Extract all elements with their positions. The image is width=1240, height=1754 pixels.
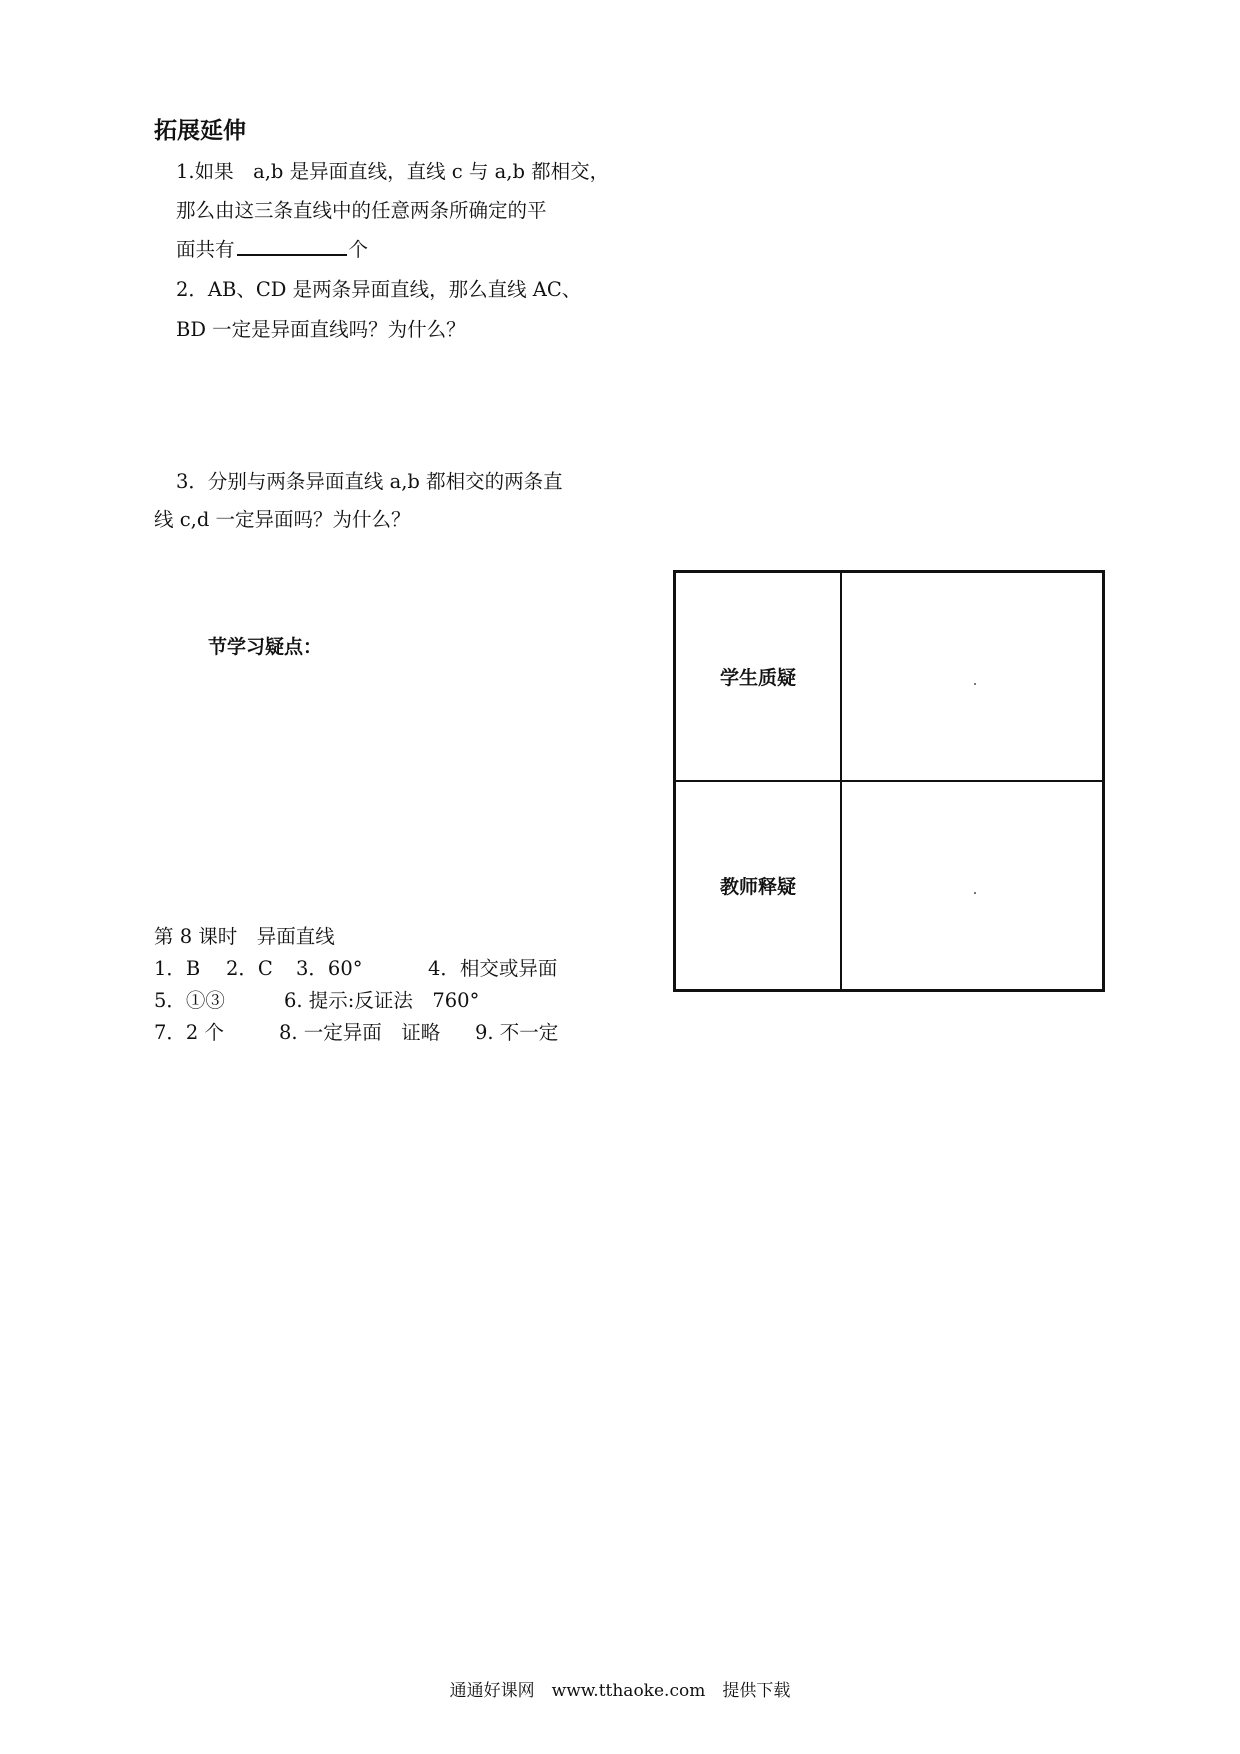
teacher-answer-content-cell	[841, 781, 1103, 990]
answer-item: 7．2 个	[154, 1021, 225, 1044]
answer-blank	[237, 236, 347, 256]
answers-row-2	[154, 986, 479, 1016]
answers-row-1	[154, 954, 557, 984]
teacher-answer-label: 教师释疑	[719, 876, 796, 898]
teacher-answer-label-cell	[675, 781, 841, 990]
answer-item: 5．①③	[154, 989, 225, 1012]
page-footer: 通通好课网 www.tthaoke.com 提供下载	[449, 1681, 791, 1701]
student-question-label: 学生质疑	[719, 667, 796, 689]
dot-mark	[974, 683, 976, 685]
answer-item: 2．C	[226, 957, 273, 980]
answer-item: 4．相交或异面	[428, 957, 558, 980]
answers-row-3	[154, 1018, 558, 1048]
question-1-line-1: 1.如果 a,b 是异面直线，直线 c 与 a,b 都相交，	[176, 160, 610, 183]
question-table	[673, 570, 1105, 992]
answer-item: 8. 一定异面 证略	[279, 1021, 441, 1044]
answer-item: 9. 不一定	[475, 1021, 559, 1044]
question-1-text-before-blank: 面共有	[176, 238, 235, 261]
answer-item: 6. 提示:反证法 760°	[284, 989, 480, 1012]
question-3-line-2: 线 c,d 一定异面吗？为什么？	[154, 508, 411, 531]
study-doubt-label: 节学习疑点：	[208, 636, 323, 658]
question-2-line-1: 2．AB、CD 是两条异面直线，那么直线 AC、	[176, 278, 582, 301]
dot-mark	[974, 892, 976, 894]
answers-title: 第 8 课时 异面直线	[154, 925, 335, 948]
student-question-content-cell	[841, 572, 1103, 781]
question-3-line-1: 3．分别与两条异面直线 a,b 都相交的两条直	[176, 470, 563, 493]
student-question-label-cell	[675, 572, 841, 781]
question-2-line-2: BD 一定是异面直线吗？为什么？	[176, 318, 466, 341]
question-1-line-3	[176, 236, 368, 264]
question-1-text-after-blank: 个	[348, 238, 369, 261]
section-title: 拓展延伸	[154, 118, 246, 144]
answer-item: 1．B	[154, 957, 201, 980]
question-1-line-2: 那么由这三条直线中的任意两条所确定的平	[176, 199, 547, 222]
answer-item: 3．60°	[296, 957, 363, 980]
